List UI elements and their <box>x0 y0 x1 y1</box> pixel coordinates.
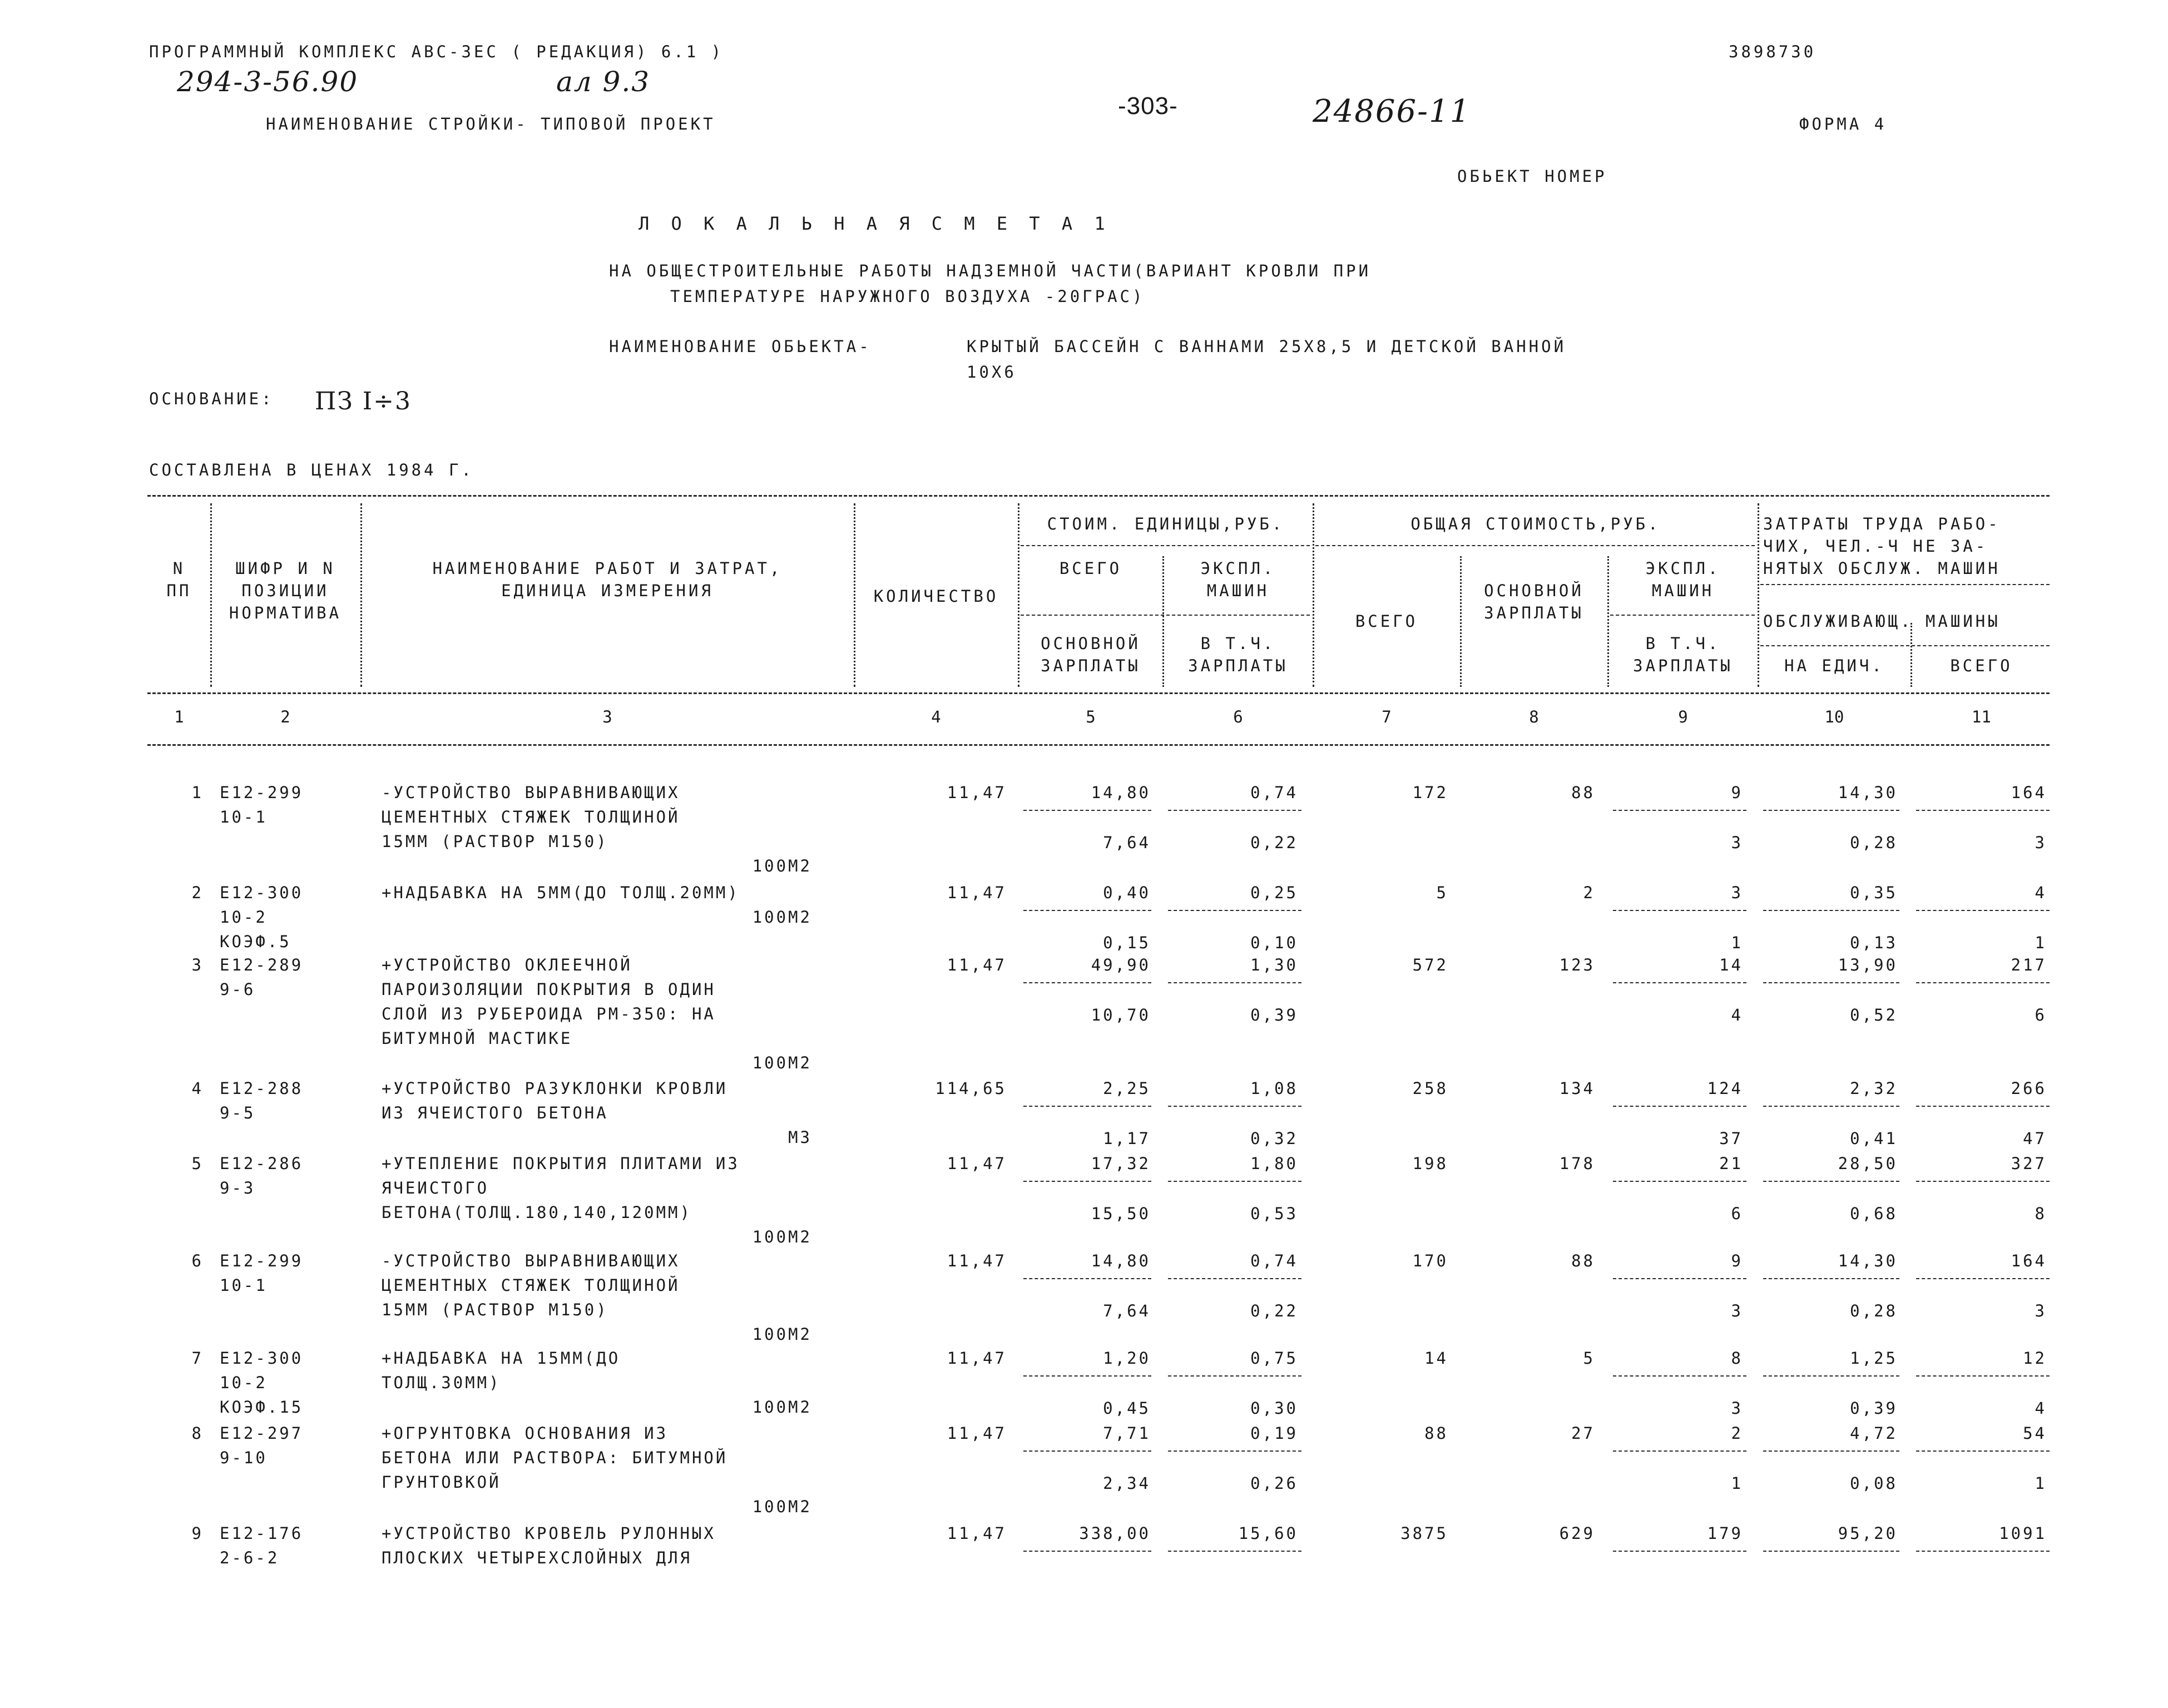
cell-divider <box>1613 1450 1746 1452</box>
cell-divider <box>1168 1106 1301 1107</box>
position-code: 9-10 <box>220 1448 268 1467</box>
cell-divider <box>1916 1181 2050 1182</box>
work-name: 15ММ (РАСТВОР М150) <box>382 1300 608 1319</box>
work-name: СЛОЙ ИЗ РУБЕРОИДА РМ-350: НА <box>382 1004 716 1023</box>
total-wage: 123 <box>1559 956 1595 974</box>
labor-total: 1091 <box>1999 1524 2047 1543</box>
column-separator <box>210 503 212 687</box>
column-number: 7 <box>1382 707 1392 726</box>
header-bottom-rule <box>147 692 2050 694</box>
cell-divider <box>1168 982 1301 983</box>
quantity-value: 11,47 <box>947 1251 1007 1270</box>
cell-divider <box>1916 910 2050 911</box>
col-header-unit-cost: СТОИМ. ЕДИНИЦЫ,РУБ. <box>1047 514 1285 533</box>
labor-machines-per-unit: 0,52 <box>1850 1006 1898 1024</box>
quantity-value: 11,47 <box>947 1424 1007 1443</box>
total-wage: 2 <box>1583 883 1595 902</box>
row-number: 4 <box>191 1079 204 1098</box>
total-machine-wage: 4 <box>1731 1006 1743 1024</box>
work-name: +УСТРОЙСТВО РАЗУКЛОНКИ КРОВЛИ <box>382 1079 728 1098</box>
cell-divider <box>1168 1278 1301 1279</box>
works-description-line-1: НА ОБЩЕСТРОИТЕЛЬНЫЕ РАБОТЫ НАДЗЕМНОЙ ЧАСТИ(ВАРИАНТ КРОВЛИ ПРИ <box>609 261 1372 280</box>
basis-value: ПЗ I÷3 <box>315 387 412 415</box>
cell-divider <box>1613 910 1746 911</box>
column-number: 3 <box>602 707 612 726</box>
labor-machines-per-unit: 0,41 <box>1850 1129 1898 1148</box>
labor-machines-per-unit: 0,68 <box>1850 1204 1898 1223</box>
quantity-value: 114,65 <box>935 1079 1007 1098</box>
unit-total-cost: 17,32 <box>1091 1154 1151 1173</box>
cell-divider <box>1023 1450 1151 1452</box>
labor-total: 12 <box>2023 1349 2047 1368</box>
column-number: 10 <box>1824 707 1844 726</box>
work-name: +УСТРОЙСТВО КРОВЕЛЬ РУЛОННЫХ <box>382 1524 716 1543</box>
cell-divider <box>1763 982 1899 983</box>
row-number: 5 <box>191 1154 204 1173</box>
work-unit: 100М2 <box>752 857 812 875</box>
total-cost: 258 <box>1412 1079 1448 1098</box>
cell-divider <box>1168 1551 1301 1552</box>
handwritten-inventory-number: 24866-11 <box>1313 93 1471 130</box>
labor-machines-per-unit: 0,28 <box>1850 1301 1898 1320</box>
labor-per-unit: 13,90 <box>1838 956 1898 974</box>
labor-per-unit: 95,20 <box>1838 1524 1898 1543</box>
column-separator <box>1910 623 1912 687</box>
cell-divider <box>1763 1106 1899 1107</box>
cell-divider <box>1023 910 1151 911</box>
labor-total: 266 <box>2011 1079 2047 1098</box>
unit-machine-cost: 1,08 <box>1250 1079 1298 1098</box>
object-name-line-2: 10Х6 <box>967 363 1017 382</box>
column-separator <box>1018 503 1019 687</box>
labor-per-unit: 14,30 <box>1838 783 1898 802</box>
cell-divider <box>1763 1181 1899 1182</box>
labor-total: 164 <box>2011 783 2047 802</box>
total-machine-cost: 9 <box>1731 1251 1743 1270</box>
unit-machine-cost: 0,19 <box>1250 1424 1298 1443</box>
col-header-total-wage: ОСНОВНОЙ <box>1484 581 1584 600</box>
unit-machine-wage: 0,39 <box>1250 1006 1298 1024</box>
position-code: 10-1 <box>220 1276 268 1295</box>
total-machine-wage: 3 <box>1731 833 1743 852</box>
total-machine-wage: 1 <box>1731 1474 1743 1493</box>
total-machine-wage: 37 <box>1719 1129 1743 1148</box>
col-header-labor-total: ВСЕГО <box>1950 656 2013 675</box>
quantity-value: 11,47 <box>947 783 1007 802</box>
col-header-total-all: ВСЕГО <box>1355 612 1418 631</box>
work-name: БЕТОНА ИЛИ РАСТВОРА: БИТУМНОЙ <box>382 1448 728 1467</box>
work-name: ПАРОИЗОЛЯЦИИ ПОКРЫТИЯ В ОДИН <box>382 980 716 999</box>
work-name: +УСТРОЙСТВО ОКЛЕЕЧНОЙ <box>382 956 632 974</box>
cell-divider <box>1168 1450 1301 1452</box>
cell-divider <box>1168 1375 1301 1377</box>
column-separator <box>1607 556 1609 687</box>
col-header-total-machines: ЭКСПЛ. <box>1645 559 1721 578</box>
total-cost: 3875 <box>1400 1524 1448 1543</box>
cell-divider <box>1168 810 1301 811</box>
unit-wage-cost: 7,64 <box>1103 1301 1151 1320</box>
unit-machine-cost: 1,80 <box>1250 1154 1298 1173</box>
labor-per-unit: 28,50 <box>1838 1154 1898 1173</box>
labor-machines-total: 6 <box>2035 1006 2047 1024</box>
estimate-title: Л О К А Л Ь Н А Я С М Е Т А 1 <box>638 213 1111 234</box>
column-number: 4 <box>931 707 941 726</box>
cell-divider <box>1023 1551 1151 1552</box>
total-machine-cost: 124 <box>1707 1079 1743 1098</box>
work-name: ЦЕМЕНТНЫХ СТЯЖЕК ТОЛЩИНОЙ <box>382 1276 680 1295</box>
labor-machines-per-unit: 0,13 <box>1850 933 1898 952</box>
total-cost: 198 <box>1412 1154 1448 1173</box>
work-name: БИТУМНОЙ МАСТИКЕ <box>382 1029 573 1048</box>
cell-divider <box>1916 1106 2050 1107</box>
cell-divider <box>1168 910 1301 911</box>
work-name: +УТЕПЛЕНИЕ ПОКРЫТИЯ ПЛИТАМИ ИЗ <box>382 1154 740 1173</box>
works-description-line-2: ТЕМПЕРАТУРЕ НАРУЖНОГО ВОЗДУХА -20ГРАС) <box>670 287 1145 306</box>
quantity-value: 11,47 <box>947 956 1007 974</box>
labor-per-unit: 14,30 <box>1838 1251 1898 1270</box>
column-number: 2 <box>280 707 290 726</box>
unit-machine-wage: 0,30 <box>1250 1399 1298 1418</box>
work-name: ЦЕМЕНТНЫХ СТЯЖЕК ТОЛЩИНОЙ <box>382 808 680 826</box>
col-header-labor-unit: НА ЕДИЧ. <box>1784 656 1884 675</box>
unit-machine-wage: 0,53 <box>1250 1204 1298 1223</box>
col-header-qty: КОЛИЧЕСТВО <box>873 587 999 606</box>
total-machine-cost: 21 <box>1719 1154 1743 1173</box>
total-wage: 27 <box>1571 1424 1595 1443</box>
work-unit: 100М2 <box>752 1053 812 1072</box>
unit-wage-cost: 10,70 <box>1091 1006 1151 1024</box>
position-code: Е12-299 <box>220 783 304 802</box>
labor-machines-total: 1 <box>2035 933 2047 952</box>
total-wage: 88 <box>1571 783 1595 802</box>
labor-per-unit: 2,32 <box>1850 1079 1898 1098</box>
program-header: ПРОГРАММНЫЙ КОМПЛЕКС АВС-ЗЕС ( РЕДАКЦИЯ) 6.1 ) <box>149 42 724 61</box>
total-machine-cost: 179 <box>1707 1524 1743 1543</box>
labor-machines-total: 3 <box>2035 833 2047 852</box>
col-header-labor-machines: ОБСЛУЖИВАЮЩ. МАШИНЫ <box>1763 612 2001 631</box>
row-number: 7 <box>191 1349 204 1368</box>
unit-wage-cost: 15,50 <box>1091 1204 1151 1223</box>
cell-divider <box>1763 910 1899 911</box>
position-code: 10-2 <box>220 908 268 927</box>
cell-divider <box>1613 1551 1746 1552</box>
labor-machines-total: 1 <box>2035 1474 2047 1493</box>
total-cost: 88 <box>1424 1424 1448 1443</box>
quantity-value: 11,47 <box>947 1154 1007 1173</box>
total-machine-wage: 3 <box>1731 1301 1743 1320</box>
work-unit: 100М2 <box>752 1227 812 1246</box>
labor-total: 217 <box>2011 956 2047 974</box>
position-code: Е12-176 <box>220 1524 304 1543</box>
col-header-total-machine-wage: В Т.Ч. <box>1645 634 1721 653</box>
position-code: 2-6-2 <box>220 1548 280 1567</box>
work-name: БЕТОНА(ТОЛЩ.180,140,120ММ) <box>382 1203 692 1222</box>
work-name: ГРУНТОВКОЙ <box>382 1473 501 1492</box>
total-machine-wage: 1 <box>1731 933 1743 952</box>
document-number: 3898730 <box>1729 42 1816 61</box>
unit-machine-wage: 0,10 <box>1250 933 1298 952</box>
position-code: Е12-288 <box>220 1079 304 1098</box>
work-unit: 100М2 <box>752 1325 812 1344</box>
work-name: ИЗ ЯЧЕИСТОГО БЕТОНА <box>382 1103 608 1122</box>
group-underline <box>1760 645 2050 646</box>
col-header-code: ШИФР И N <box>235 559 335 578</box>
cell-divider <box>1916 1450 2050 1452</box>
column-numbers-rule <box>147 744 2050 746</box>
row-number: 2 <box>191 883 204 902</box>
labor-machines-total: 4 <box>2035 1399 2047 1418</box>
object-number-label: ОБЬЕКТ НОМЕР <box>1457 167 1607 186</box>
group-underline <box>1021 615 1310 616</box>
group-underline <box>1610 615 1755 616</box>
page-number: -303- <box>1118 92 1178 120</box>
position-code: Е12-299 <box>220 1251 304 1270</box>
labor-per-unit: 1,25 <box>1850 1349 1898 1368</box>
work-unit: 100М2 <box>752 1398 812 1417</box>
cell-divider <box>1023 810 1151 811</box>
quantity-value: 11,47 <box>947 1349 1007 1368</box>
total-cost: 170 <box>1412 1251 1448 1270</box>
cell-divider <box>1916 982 2050 983</box>
position-code: Е12-286 <box>220 1154 304 1173</box>
labor-machines-total: 3 <box>2035 1301 2047 1320</box>
labor-total: 164 <box>2011 1251 2047 1270</box>
unit-wage-cost: 0,15 <box>1103 933 1151 952</box>
unit-wage-cost: 7,64 <box>1103 833 1151 852</box>
table-top-rule <box>147 495 2050 497</box>
col-header-n: N <box>172 559 186 578</box>
work-name: +ОГРУНТОВКА ОСНОВАНИЯ ИЗ <box>382 1424 669 1443</box>
column-number: 6 <box>1233 707 1243 726</box>
cell-divider <box>1613 1375 1746 1377</box>
prices-year-note: СОСТАВЛЕНА В ЦЕНАХ 1984 Г. <box>149 461 474 479</box>
cell-divider <box>1023 1278 1151 1279</box>
total-cost: 14 <box>1424 1349 1448 1368</box>
total-wage: 134 <box>1559 1079 1595 1098</box>
total-machine-cost: 14 <box>1719 956 1743 974</box>
position-code: 9-6 <box>220 980 256 999</box>
column-number: 8 <box>1529 707 1539 726</box>
cell-divider <box>1916 810 2050 811</box>
unit-machine-wage: 0,32 <box>1250 1129 1298 1148</box>
row-number: 9 <box>191 1524 204 1543</box>
cell-divider <box>1613 1181 1746 1182</box>
unit-machine-wage: 0,22 <box>1250 1301 1298 1320</box>
cell-divider <box>1023 1181 1151 1182</box>
position-code: Е12-297 <box>220 1424 304 1443</box>
column-number: 1 <box>174 707 184 726</box>
row-number: 3 <box>191 956 204 974</box>
object-name-line-1: КРЫТЫЙ БАССЕЙН С ВАННАМИ 25Х8,5 И ДЕТСКОЙ ВАННОЙ <box>967 337 1567 356</box>
unit-total-cost: 14,80 <box>1091 783 1151 802</box>
column-number: 5 <box>1086 707 1096 726</box>
total-machine-wage: 3 <box>1731 1399 1743 1418</box>
handwritten-album: ал 9.3 <box>556 66 651 98</box>
col-header-labor: ЗАТРАТЫ ТРУДА РАБО- <box>1763 514 2001 533</box>
column-separator <box>1758 503 1759 687</box>
object-name-label: НАИМЕНОВАНИЕ ОБЬЕКТА- <box>609 337 872 356</box>
cell-divider <box>1763 810 1899 811</box>
labor-per-unit: 4,72 <box>1850 1424 1898 1443</box>
cell-divider <box>1916 1278 2050 1279</box>
row-number: 8 <box>191 1424 204 1443</box>
col-header-unit-total: ВСЕГО <box>1059 559 1122 578</box>
total-machine-cost: 8 <box>1731 1349 1743 1368</box>
work-name: 15ММ (РАСТВОР М150) <box>382 832 608 851</box>
cell-divider <box>1763 1551 1899 1552</box>
total-cost: 5 <box>1436 883 1448 902</box>
col-header-unit-machine-wage: В Т.Ч. <box>1200 634 1276 653</box>
total-wage: 629 <box>1559 1524 1595 1543</box>
cell-divider <box>1613 810 1746 811</box>
form-label: ФОРМА 4 <box>1799 115 1887 133</box>
quantity-value: 11,47 <box>947 1524 1007 1543</box>
cell-divider <box>1023 1375 1151 1377</box>
unit-machine-cost: 0,74 <box>1250 1251 1298 1270</box>
column-separator <box>1162 556 1164 687</box>
column-separator <box>1313 503 1314 687</box>
unit-wage-cost: 1,17 <box>1103 1129 1151 1148</box>
group-underline <box>1315 545 1755 546</box>
total-wage: 178 <box>1559 1154 1595 1173</box>
unit-machine-wage: 0,22 <box>1250 833 1298 852</box>
col-header-name: НАИМЕНОВАНИЕ РАБОТ И ЗАТРАТ, <box>432 559 783 578</box>
work-name: ПЛОСКИХ ЧЕТЫРЕХСЛОЙНЫХ ДЛЯ <box>382 1548 692 1567</box>
total-wage: 88 <box>1571 1251 1595 1270</box>
basis-label: ОСНОВАНИЕ: <box>149 389 274 408</box>
work-name: -УСТРОЙСТВО ВЫРАВНИВАЮЩИХ <box>382 1251 680 1270</box>
position-code: Е12-289 <box>220 956 304 974</box>
unit-machine-cost: 0,74 <box>1250 783 1298 802</box>
labor-machines-total: 47 <box>2023 1129 2047 1148</box>
column-number: 9 <box>1678 707 1688 726</box>
total-machine-cost: 3 <box>1731 883 1743 902</box>
labor-total: 54 <box>2023 1424 2047 1443</box>
total-machine-cost: 9 <box>1731 783 1743 802</box>
unit-wage-cost: 2,34 <box>1103 1474 1151 1493</box>
work-unit: 100М2 <box>752 1497 812 1516</box>
labor-machines-per-unit: 0,39 <box>1850 1399 1898 1418</box>
position-code: Е12-300 <box>220 1349 304 1368</box>
unit-machine-cost: 0,25 <box>1250 883 1298 902</box>
cell-divider <box>1168 1181 1301 1182</box>
work-unit: М3 <box>788 1128 812 1147</box>
position-code: КОЭФ.5 <box>220 932 291 951</box>
position-code: 10-2 <box>220 1373 268 1392</box>
cell-divider <box>1763 1450 1899 1452</box>
position-code: 9-5 <box>220 1103 256 1122</box>
cell-divider <box>1916 1375 2050 1377</box>
total-machine-cost: 2 <box>1731 1424 1743 1443</box>
labor-machines-total: 8 <box>2035 1204 2047 1223</box>
work-name: ЯЧЕИСТОГО <box>382 1179 489 1197</box>
unit-total-cost: 2,25 <box>1103 1079 1151 1098</box>
unit-total-cost: 49,90 <box>1091 956 1151 974</box>
row-number: 1 <box>191 783 204 802</box>
unit-total-cost: 0,40 <box>1103 883 1151 902</box>
work-name: -УСТРОЙСТВО ВЫРАВНИВАЮЩИХ <box>382 783 680 802</box>
cell-divider <box>1763 1375 1899 1377</box>
group-underline <box>1021 545 1310 546</box>
work-name: +НАДБАВКА НА 5ММ(ДО ТОЛЩ.20ММ) <box>382 883 740 902</box>
unit-total-cost: 1,20 <box>1103 1349 1151 1368</box>
work-name: +НАДБАВКА НА 15ММ(ДО <box>382 1349 621 1368</box>
handwritten-project-code: 294-3-56.90 <box>177 66 359 98</box>
unit-total-cost: 14,80 <box>1091 1251 1151 1270</box>
col-header-unit-machines: ЭКСПЛ. <box>1200 559 1276 578</box>
unit-machine-cost: 1,30 <box>1250 956 1298 974</box>
col-header-total-cost: ОБЩАЯ СТОИМОСТЬ,РУБ. <box>1410 514 1661 533</box>
unit-machine-wage: 0,26 <box>1250 1474 1298 1493</box>
total-machine-wage: 6 <box>1731 1204 1743 1223</box>
unit-total-cost: 7,71 <box>1103 1424 1151 1443</box>
total-cost: 172 <box>1412 783 1448 802</box>
cell-divider <box>1916 1551 2050 1552</box>
cell-divider <box>1023 982 1151 983</box>
position-code: 10-1 <box>220 808 268 826</box>
position-code: КОЭФ.15 <box>220 1398 304 1417</box>
position-code: 9-3 <box>220 1179 256 1197</box>
column-separator <box>360 503 362 687</box>
quantity-value: 11,47 <box>947 883 1007 902</box>
unit-machine-cost: 0,75 <box>1250 1349 1298 1368</box>
labor-total: 4 <box>2035 883 2047 902</box>
cell-divider <box>1763 1278 1899 1279</box>
col-header-unit-wage: ОСНОВНОЙ <box>1041 634 1141 653</box>
group-underline <box>1760 584 2050 585</box>
labor-machines-per-unit: 0,08 <box>1850 1474 1898 1493</box>
unit-total-cost: 338,00 <box>1079 1524 1151 1543</box>
row-number: 6 <box>191 1251 204 1270</box>
labor-per-unit: 0,35 <box>1850 883 1898 902</box>
work-unit: 100М2 <box>752 908 812 927</box>
cell-divider <box>1023 1106 1151 1107</box>
position-code: Е12-300 <box>220 883 304 902</box>
labor-total: 327 <box>2011 1154 2047 1173</box>
unit-wage-cost: 0,45 <box>1103 1399 1151 1418</box>
labor-machines-per-unit: 0,28 <box>1850 833 1898 852</box>
column-number: 11 <box>1972 707 1991 726</box>
cell-divider <box>1613 1106 1746 1107</box>
unit-machine-cost: 15,60 <box>1238 1524 1298 1543</box>
total-wage: 5 <box>1583 1349 1595 1368</box>
cell-divider <box>1613 1278 1746 1279</box>
construction-name-line: НАИМЕНОВАНИЕ СТРОЙКИ- ТИПОВОЙ ПРОЕКТ <box>266 115 716 133</box>
total-cost: 572 <box>1412 956 1448 974</box>
cell-divider <box>1613 982 1746 983</box>
work-name: ТОЛЩ.30ММ) <box>382 1373 501 1392</box>
